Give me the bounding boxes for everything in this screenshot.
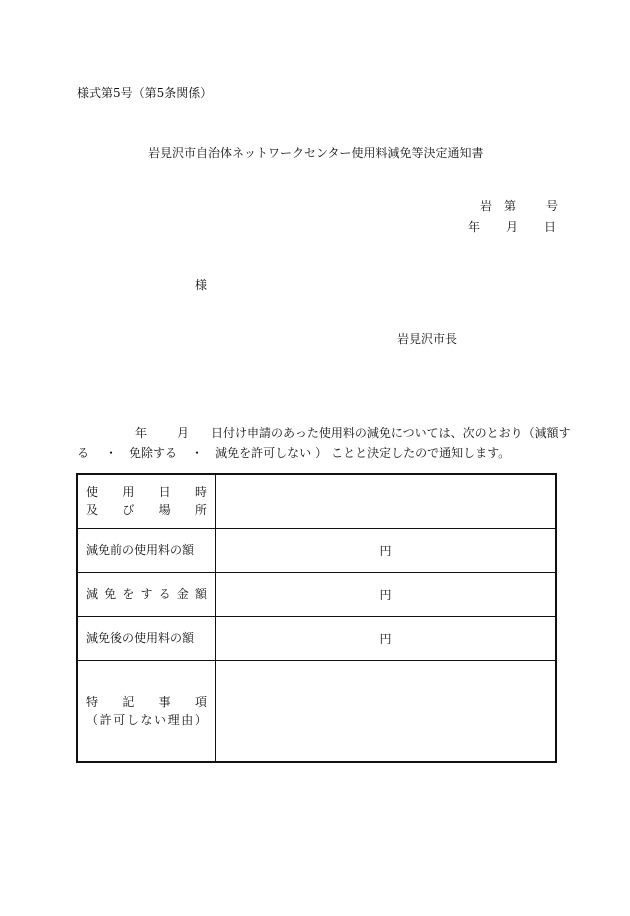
yen-unit: 円: [379, 631, 392, 646]
body-line2-start: る: [77, 446, 90, 460]
special-notes-value[interactable]: [216, 660, 557, 762]
date-year: 年: [468, 220, 481, 234]
table-row: [77, 474, 556, 528]
yen-unit: 円: [379, 587, 392, 602]
form-number: 様式第5号（第5条関係）: [77, 86, 213, 100]
addressee: 様: [195, 278, 208, 292]
special-notes-label: 特 記 事 項 （ 許 可 し な い 理 由 ）: [77, 660, 216, 762]
yen-unit: 円: [379, 543, 392, 558]
ref-dai: 第: [504, 199, 517, 213]
usage-datetime-place-value[interactable]: [216, 474, 557, 528]
decision-table: [76, 473, 557, 763]
body-line-2: [77, 444, 510, 461]
table-row: [77, 616, 556, 660]
body-month: 月: [177, 426, 190, 440]
separator-dot: ・: [105, 446, 118, 460]
date-day: 日: [544, 220, 557, 234]
fee-after-value[interactable]: [216, 616, 557, 660]
table-row: [77, 660, 556, 762]
close-paren: ）: [315, 446, 328, 460]
issuer: 岩見沢市長: [397, 332, 458, 346]
issue-date: [468, 218, 556, 235]
fee-before-value[interactable]: [216, 528, 557, 572]
fee-before-label: 減免前の使用料の額: [77, 528, 216, 572]
ref-go: 号: [546, 199, 559, 213]
document-title: 岩見沢市自治体ネットワークセンター使用料減免等決定通知書: [148, 146, 484, 160]
reduction-amount-value[interactable]: [216, 572, 557, 616]
reference-number: [480, 197, 558, 214]
separator-dot: ・: [191, 446, 204, 460]
table-row: [77, 528, 556, 572]
usage-datetime-place-label: 使 用 日 時 及 び 場 所: [77, 474, 216, 528]
option-exempt: 免除する: [129, 446, 178, 460]
table-row: [77, 572, 556, 616]
option-deny: 減免を許可しない: [215, 446, 312, 460]
ref-prefix: 岩: [480, 199, 493, 213]
body-line2-end: ことと決定したので通知します。: [331, 446, 511, 460]
body-line1-rest: 日付け申請のあった使用料の減免については、次のとおり（減額す: [211, 426, 571, 440]
fee-after-label: 減免後の使用料の額: [77, 616, 216, 660]
body-line-1: [77, 424, 571, 441]
body-year: 年: [135, 426, 148, 440]
reduction-amount-label: 減 免 を す る 金 額: [77, 572, 216, 616]
date-month: 月: [506, 220, 519, 234]
